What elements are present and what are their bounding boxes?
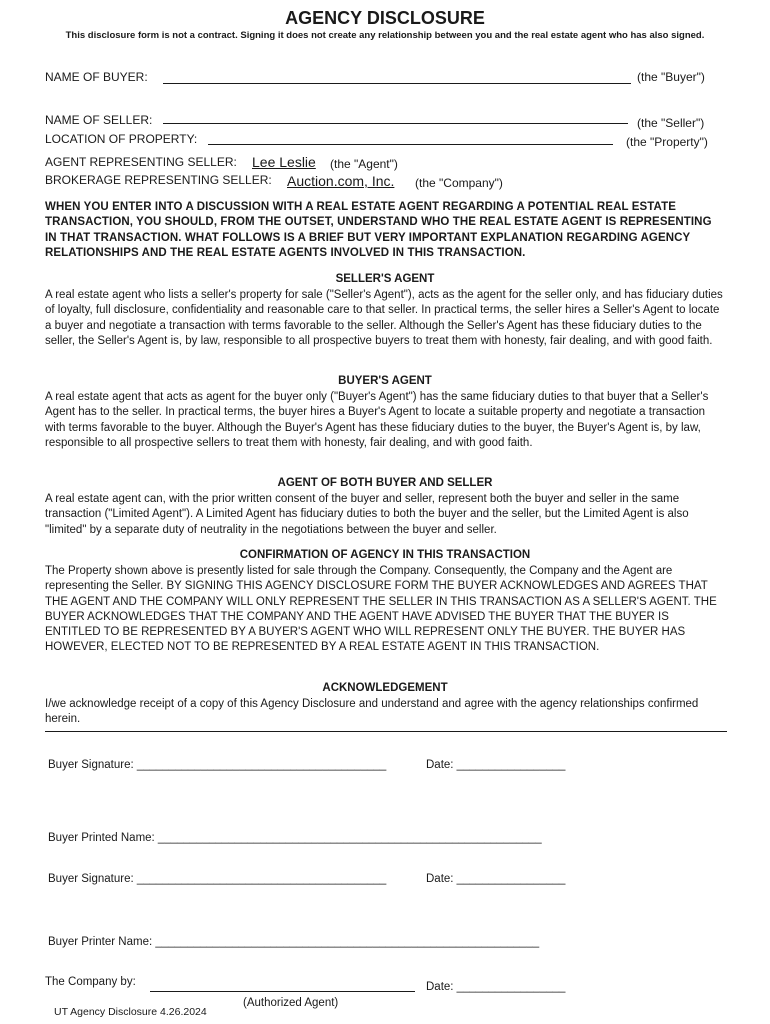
buyer-suffix: (the "Buyer")	[637, 70, 705, 84]
confirmation-body: The Property shown above is presently listed for sale through the Company. Consequently, the Company and the Agent are representing the Seller. BY SIGNING THIS AGENCY DISCLOSURE FORM THE BUYER ACKNOWLEDGES AND AGREES THAT THE AGENT AND THE COMPANY WILL ONLY REPRESENT THE SELLER IN THIS TRANSACTION AS A SELLER'S AGENT. THE BUYER ACKNOWLEDGES THAT THE COMPANY AND THE AGENT HAVE ADVISED THE BUYER THAT THE BUYER IS ENTITLED TO BE REPRESENTED BY A BUYER'S AGENT WHO WILL REPRESENT ONLY THE BUYER. THE BUYER HAS HOWEVER, ELECTED NOT TO BE REPRESENTED BY A REAL ESTATE AGENT IN THIS TRANSACTION.	[45, 565, 717, 654]
brokerage-value[interactable]: Auction.com, Inc.	[287, 173, 395, 189]
buyers-agent-heading: BUYER'S AGENT	[338, 375, 432, 387]
acknowledgement-heading: ACKNOWLEDGEMENT	[322, 682, 448, 694]
sellers-agent-heading: SELLER'S AGENT	[335, 273, 435, 285]
section-divider	[45, 731, 727, 732]
company-signature-field[interactable]	[150, 991, 415, 992]
dual-agent-body: A real estate agent can, with the prior written consent of the buyer and seller, represent both the buyer and seller in the same transaction ("Limited Agent"). A Limited Agent has fiduciary duties to both the buyer and the seller, but the Limited Agent is also "limited" by a separate duty of neutrality in the negotiations between the buyer and seller.	[45, 493, 689, 536]
company-signature-date[interactable]: Date: _________________	[426, 981, 566, 993]
property-location-label: LOCATION OF PROPERTY:	[45, 132, 198, 146]
confirmation-heading: CONFIRMATION OF AGENCY IN THIS TRANSACTION	[239, 549, 531, 561]
seller-name-field[interactable]	[163, 123, 628, 124]
buyer-name-field[interactable]	[163, 83, 631, 84]
intro-paragraph: WHEN YOU ENTER INTO A DISCUSSION WITH A REAL ESTATE AGENT REGARDING A POTENTIAL REAL ESTATE TRANSACTION, YOU SHOULD, FROM THE OUTSET, UNDERSTAND WHO THE REAL ESTATE AGENT IS REPRESENTING IN THAT TRANSACTION. WHAT FOLLOWS IS A BRIEF BUT VERY IMPORTANT EXPLANATION REGARDING AGENCY RELATIONSHIPS AND THE REAL ESTATE AGENTS INVOLVED IN THIS TRANSACTION.	[45, 201, 712, 259]
seller-suffix: (the "Seller")	[637, 116, 705, 130]
property-location-field[interactable]	[208, 144, 613, 145]
buyer-printer-name[interactable]: Buyer Printer Name: ____________________________________________________________	[48, 936, 540, 948]
buyer-signature-1[interactable]: Buyer Signature: _______________________________________	[48, 759, 387, 771]
buyer-signature-2-date[interactable]: Date: _________________	[426, 873, 566, 885]
agent-label: AGENT REPRESENTING SELLER:	[45, 155, 237, 169]
sellers-agent-body: A real estate agent who lists a seller's property for sale ("Seller's Agent"), acts as the agent for the seller only, and has fiduciary duties of loyalty, full disclosure, confidentiality and reasonable care to that seller. In practical terms, the seller hires a Seller's Agent to locate a buyer and negotiate a transaction with terms favorable to the seller. Although the Seller's Agent has these fiduciary duties to the seller, the Seller's Agent is, by law, responsible to all prospective buyers to treat them with honesty, fair dealing, and with good faith.	[45, 289, 723, 347]
brokerage-label: BROKERAGE REPRESENTING SELLER:	[45, 173, 272, 187]
page-title: AGENCY DISCLOSURE	[285, 8, 485, 28]
authorized-agent-label: (Authorized Agent)	[243, 997, 339, 1009]
buyer-name-label: NAME OF BUYER:	[45, 70, 148, 84]
form-footer-id: UT Agency Disclosure 4.26.2024	[54, 1006, 207, 1018]
dual-agent-heading: AGENT OF BOTH BUYER AND SELLER	[277, 477, 493, 489]
agent-value[interactable]: Lee Leslie	[252, 154, 316, 170]
agent-suffix: (the "Agent")	[330, 157, 398, 171]
buyers-agent-body: A real estate agent that acts as agent for the buyer only ("Buyer's Agent") has the same fiduciary duties to that buyer that a Seller's Agent has to the seller. In practical terms, the buyer hires a Buyer's Agent to locate a suitable property and negotiate a transaction with terms favorable to the buyer. Although the Buyer's Agent has these fiduciary duties to the buyer, the Buyer's Agent is, by law, responsible to all prospective sellers to treat them with honesty, fair dealing, and with good faith.	[45, 391, 709, 449]
property-suffix: (the "Property")	[626, 135, 708, 149]
company-by-label: The Company by:	[45, 976, 136, 988]
brokerage-suffix: (the "Company")	[415, 176, 503, 190]
page-subtitle: This disclosure form is not a contract. Signing it does not create any relationship between you and the real estate agent who has also signed.	[65, 30, 705, 41]
buyer-signature-2[interactable]: Buyer Signature: _______________________________________	[48, 873, 387, 885]
acknowledgement-body: I/we acknowledge receipt of a copy of this Agency Disclosure and understand and agree with the agency relationships confirmed herein.	[45, 698, 699, 726]
buyer-signature-1-date[interactable]: Date: _________________	[426, 759, 566, 771]
seller-name-label: NAME OF SELLER:	[45, 113, 153, 127]
buyer-printed-name[interactable]: Buyer Printed Name: ____________________________________________________________	[48, 832, 542, 844]
